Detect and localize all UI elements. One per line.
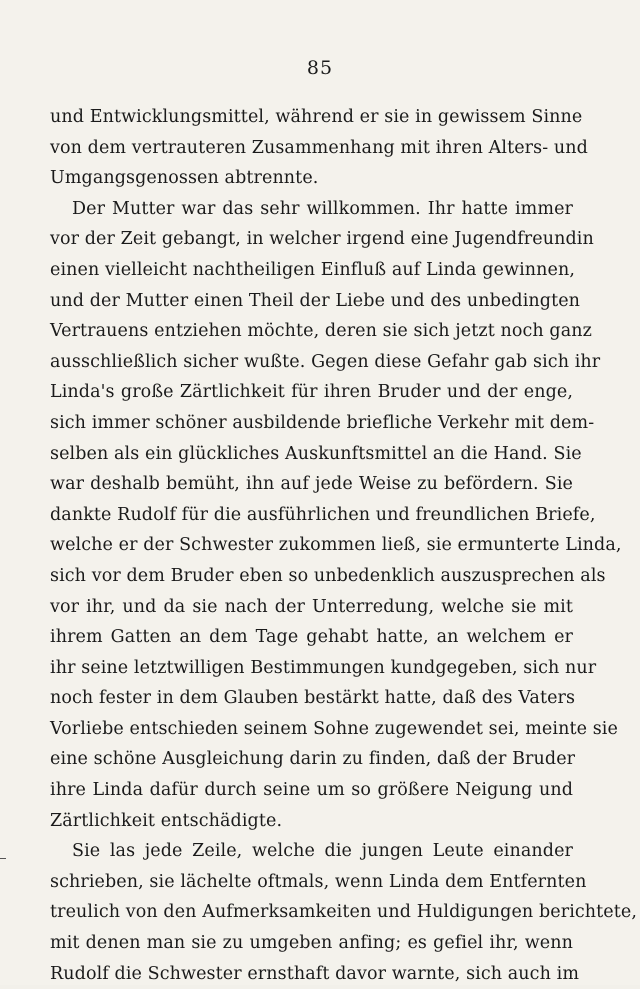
text-line: noch fester in dem Glauben bestärkt hatte, daß des Vaters xyxy=(50,688,576,709)
text-line: mit denen man sie zu umgeben anfing; es gefiel ihr, wenn xyxy=(50,933,573,954)
text-line: selben als ein glückliches Auskunftsmittel an die Hand. Sie xyxy=(50,443,582,464)
text-line: Rudolf die Schwester ernsthaft davor warnte, sich auch im xyxy=(50,963,580,984)
text-line: sich vor dem Bruder eben so unbedenklich auszusprechen als xyxy=(50,565,606,586)
text-line: eine schöne Ausgleichung darin zu finden, daß der Bruder xyxy=(50,749,576,770)
text-line: und der Mutter einen Theil der Liebe und des unbedingten xyxy=(50,290,581,311)
text-line: schrieben, sie lächelte oftmals, wenn Linda dem Entfernten xyxy=(50,871,587,892)
text-line: ihrem Gatten an dem Tage gehabt hatte, an welchem er xyxy=(50,627,573,648)
text-line: und Entwicklungsmittel, während er sie in gewissem Sinne xyxy=(50,107,583,127)
text-line: Vertrauens entziehen möchte, deren sie sich jetzt noch ganz xyxy=(50,321,592,342)
text-line: ausschließlich sicher wußte. Gegen diese Gefahr gab sich ihr xyxy=(50,351,601,372)
margin-mark xyxy=(0,858,6,859)
text-line: Zärtlichkeit entschädigte. xyxy=(50,810,283,831)
text-line: ihr seine letztwilligen Bestimmungen kundgegeben, sich nur xyxy=(50,657,597,678)
paragraph-start-line: Der Mutter war das sehr willkommen. Ihr hatte immer xyxy=(72,198,573,219)
text-line: vor ihr, und da sie nach der Unterredung, welche sie mit xyxy=(50,596,573,617)
text-line: treulich von den Aufmerksamkeiten und Huldigungen berichtete, xyxy=(50,902,638,923)
text-line: welche er der Schwester zukommen ließ, sie ermunterte Linda, xyxy=(50,535,622,556)
text-line: einen vielleicht nachtheiligen Einfluß auf Linda gewinnen, xyxy=(50,259,576,280)
paragraph-start-line: Sie las jede Zeile, welche die jungen Leute einander xyxy=(72,841,573,862)
text-line: Umgangsgenossen abtrennte. xyxy=(50,168,319,189)
body-text xyxy=(50,102,638,989)
text-line: Linda's große Zärtlichkeit für ihren Bruder und der enge, xyxy=(50,382,573,403)
text-line: war deshalb bemüht, ihn auf jede Weise zu befördern. Sie xyxy=(50,474,573,495)
page-number: 85 xyxy=(306,57,334,79)
text-line: vor der Zeit gebangt, in welcher irgend eine Jugendfreundin xyxy=(50,229,594,250)
text-line: sich immer schöner ausbildende briefliche Verkehr mit dem- xyxy=(50,412,595,433)
text-line: von dem vertrauteren Zusammenhang mit ihren Alters- und xyxy=(50,137,588,158)
text-line: Vorliebe entschieden seinem Sohne zugewendet sei, meinte sie xyxy=(50,718,618,739)
text-line: ihre Linda dafür durch seine um so größere Neigung und xyxy=(50,780,573,801)
text-line: dankte Rudolf für die ausführlichen und freundlichen Briefe, xyxy=(50,504,596,525)
